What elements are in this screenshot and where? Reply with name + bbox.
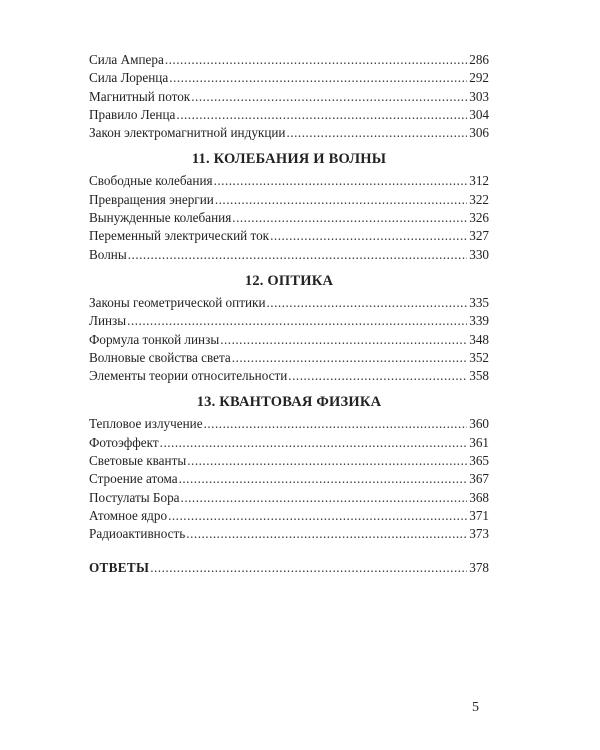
toc-entry[interactable] xyxy=(89,69,489,87)
toc-entry-page: 304 xyxy=(469,106,489,122)
toc-entry-page: 306 xyxy=(469,125,489,141)
toc-entry[interactable] xyxy=(89,294,489,312)
toc-entry[interactable] xyxy=(89,209,489,227)
toc-entry-page: 322 xyxy=(469,191,489,207)
dot-leader xyxy=(215,191,467,209)
toc-entry[interactable] xyxy=(89,191,489,209)
toc-entry-title: Законы геометрической оптики xyxy=(89,294,266,310)
toc-entry-title: Волны xyxy=(89,246,127,262)
toc-entry-title: Правило Ленца xyxy=(89,106,176,122)
toc-entry-title: Волновые свойства света xyxy=(89,349,231,365)
toc-entry-title: Строение атома xyxy=(89,471,178,487)
dot-leader xyxy=(232,209,467,227)
toc-entry-title: Превращения энергии xyxy=(89,191,214,207)
dot-leader xyxy=(176,106,467,124)
toc-entry-answers[interactable] xyxy=(89,559,489,577)
toc-entry-page: 378 xyxy=(469,559,489,575)
toc-entry[interactable] xyxy=(89,367,489,385)
toc-entry-page: 360 xyxy=(469,416,489,432)
toc-entry-title: Переменный электрический ток xyxy=(89,228,270,244)
toc-entry[interactable] xyxy=(89,525,489,543)
toc-entry[interactable] xyxy=(89,88,489,106)
dot-leader xyxy=(270,227,467,245)
dot-leader xyxy=(160,434,468,452)
toc-entry-page: 335 xyxy=(469,294,489,310)
toc-entry-title: Тепловое излучение xyxy=(89,416,203,432)
toc-entry-page: 368 xyxy=(469,489,489,505)
section-heading[interactable]: 13. КВАНТОВАЯ ФИЗИКА xyxy=(196,394,382,411)
toc-entry[interactable] xyxy=(89,51,489,69)
dot-leader xyxy=(191,88,467,106)
toc-entry-title: Радиоактивность xyxy=(89,526,186,542)
toc-entry-title: Закон электромагнитной индукции xyxy=(89,125,286,141)
toc-entry[interactable] xyxy=(89,227,489,245)
dot-leader xyxy=(214,172,468,190)
section-heading[interactable]: 12. ОПТИКА xyxy=(244,272,334,289)
dot-leader xyxy=(187,452,467,470)
toc-entry[interactable] xyxy=(89,489,489,507)
dot-leader xyxy=(169,69,467,87)
toc-entry-page: 371 xyxy=(469,507,489,523)
toc-entry-page: 327 xyxy=(469,228,489,244)
toc-entry[interactable] xyxy=(89,172,489,190)
dot-leader xyxy=(204,415,468,433)
toc-entry-title: Магнитный поток xyxy=(89,88,191,104)
toc-entry-page: 361 xyxy=(469,434,489,450)
toc-entry[interactable] xyxy=(89,312,489,330)
toc-entry-title: ОТВЕТЫ xyxy=(89,559,150,575)
dot-leader xyxy=(150,559,467,577)
toc-entry[interactable] xyxy=(89,124,489,142)
dot-leader xyxy=(168,507,467,525)
toc-entry-title: Элементы теории относительности xyxy=(89,368,288,384)
toc-entry-title: Формула тонкой линзы xyxy=(89,331,220,347)
section-heading[interactable]: 11. КОЛЕБАНИЯ И ВОЛНЫ xyxy=(191,151,387,168)
dot-leader xyxy=(128,246,468,264)
toc-entry-page: 352 xyxy=(469,349,489,365)
toc-entry-title: Вынужденные колебания xyxy=(89,210,232,226)
toc-entry-title: Фотоэффект xyxy=(89,434,159,450)
toc-entry-page: 286 xyxy=(469,52,489,67)
toc-entry-title: Атомное ядро xyxy=(89,507,168,523)
dot-leader xyxy=(127,312,467,330)
toc-entry-page: 312 xyxy=(469,173,489,189)
toc-entry-page: 348 xyxy=(469,331,489,347)
toc-entry[interactable] xyxy=(89,246,489,264)
toc-entry[interactable] xyxy=(89,349,489,367)
toc-entry-page: 339 xyxy=(469,313,489,329)
toc-entry-title: Свободные колебания xyxy=(89,173,213,189)
toc-entry-page: 365 xyxy=(469,453,489,469)
toc-entry-page: 330 xyxy=(469,246,489,262)
toc-entry[interactable] xyxy=(89,415,489,433)
dot-leader xyxy=(288,367,467,385)
toc-entry[interactable] xyxy=(89,331,489,349)
toc-entry-page: 367 xyxy=(469,471,489,487)
toc-entry-title: Постулаты Бора xyxy=(89,489,180,505)
toc-entry-page: 358 xyxy=(469,368,489,384)
toc-entry[interactable] xyxy=(89,470,489,488)
toc-entry-title: Линзы xyxy=(89,313,127,329)
dot-leader xyxy=(165,51,467,69)
dot-leader xyxy=(220,331,467,349)
toc-entry-page: 292 xyxy=(469,70,489,86)
dot-leader xyxy=(267,294,468,312)
toc-entry-title: Сила Ампера xyxy=(89,52,164,67)
dot-leader xyxy=(186,525,467,543)
toc-entry[interactable] xyxy=(89,507,489,525)
dot-leader xyxy=(232,349,467,367)
toc-entry[interactable] xyxy=(89,452,489,470)
toc-entry-title: Сила Лоренца xyxy=(89,70,169,86)
toc-entry-page: 326 xyxy=(469,210,489,226)
toc-entry[interactable] xyxy=(89,106,489,124)
toc-entry-page: 373 xyxy=(469,526,489,542)
dot-leader xyxy=(181,489,468,507)
table-of-contents xyxy=(89,51,489,577)
dot-leader xyxy=(179,470,468,488)
toc-entry-title: Световые кванты xyxy=(89,453,187,469)
page-number: 5 xyxy=(472,700,479,715)
dot-leader xyxy=(287,124,468,142)
toc-entry[interactable] xyxy=(89,434,489,452)
toc-entry-page: 303 xyxy=(469,88,489,104)
